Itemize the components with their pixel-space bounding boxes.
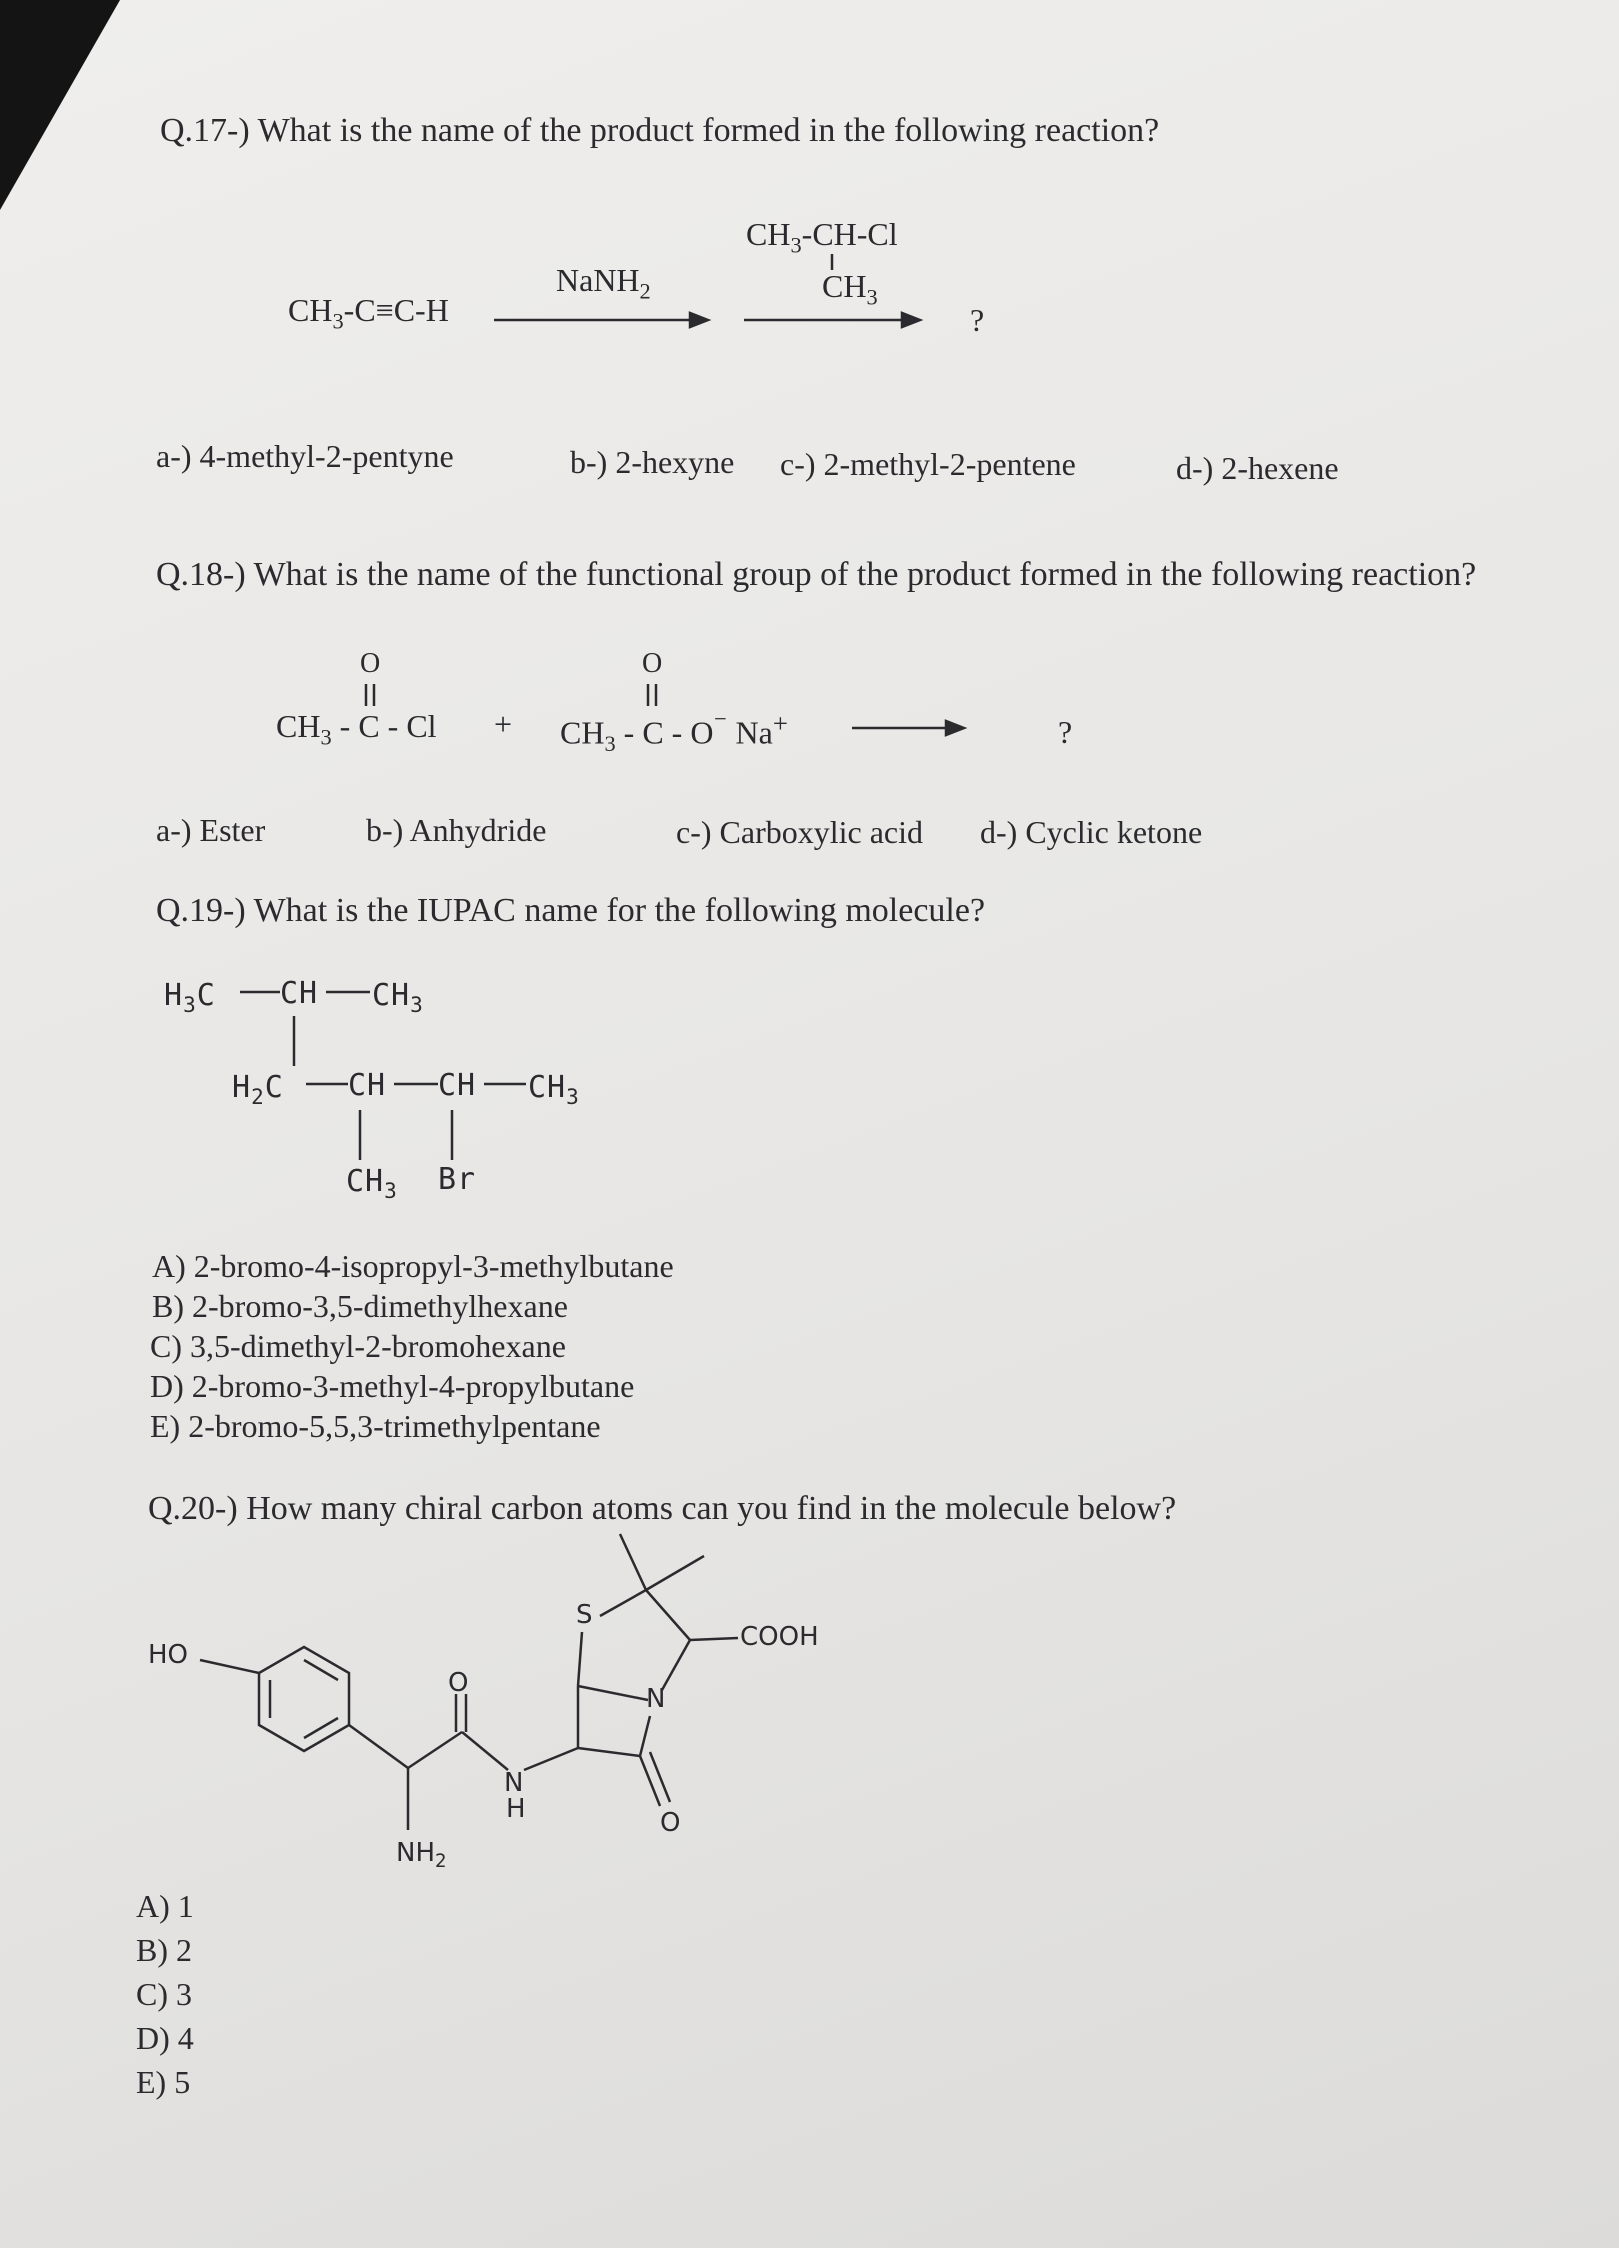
q19-option-e[interactable]: E) 2-bromo-5,5,3-trimethylpentane [150,1408,601,1444]
q20-label-n-ring: N [646,1684,666,1714]
q20-bond-nh-c [524,1748,578,1770]
q20-lactam-co-a [640,1756,660,1806]
q20-label-o-amide: O [448,1668,469,1698]
q20-question: Q.20-) How many chiral carbon atoms can you find in the molecule below? [148,1490,1177,1527]
q20-thia-cme2-c [646,1590,690,1640]
q18-option-d[interactable]: d-) Cyclic ketone [980,814,1203,850]
q19-ch-1: CH [348,1068,387,1103]
q18-option-b[interactable]: b-) Anhydride [366,812,547,848]
q20-label-s: S [576,1600,593,1630]
q17-reagent-alkyl-halide: $CH_3-CH-Cl$ [746,216,898,258]
q17-arrow-2-head [902,313,920,327]
q20-bond-ring-ch [349,1725,408,1768]
q17-reagent-nanh2: NaNH$_2$ [556,262,651,304]
q19-option-b[interactable]: B) 2-bromo-3,5-dimethylhexane [152,1288,568,1324]
q18-oxygen-2: O [642,648,663,679]
q17-reagent-methyl: $CH_3$ [822,268,878,310]
q20-bond-cooh [690,1638,738,1640]
q20-option-a[interactable]: A) 1 [136,1888,194,1924]
q19-ch3-branch: $CH_3$ [346,1164,398,1203]
q20-label-nh2: $NH_2$ [396,1838,447,1873]
q20-option-d[interactable]: D) 4 [136,2020,194,2056]
q20-thia-s-cme2 [600,1590,646,1616]
q19-ch-top: CH [280,976,319,1011]
q19-br: Br [438,1162,477,1197]
q20-label-o-lactam: O [660,1808,681,1838]
q19-h2c: $H_2C$ [232,1070,284,1109]
q17-product: ? [970,302,985,338]
q19-h3c-top: $H_3C$ [164,978,216,1017]
q20-lactam-bottom [578,1748,640,1756]
q18-plus: + [494,706,513,742]
q20-thia-s-c [578,1632,582,1686]
q19-ch3-top: $CH_3$ [372,978,424,1017]
q20-bond-ch-co [408,1732,462,1768]
q19-option-a[interactable]: A) 2-bromo-4-isopropyl-3-methylbutane [152,1248,674,1284]
q20-lactam-top [578,1686,648,1700]
q20-benzene-ring [259,1647,349,1751]
q19-question: Q.19-) What is the IUPAC name for the following molecule? [156,892,986,929]
q20-methyl-1 [620,1534,646,1590]
q18-arrow-head [946,721,964,735]
q20-lactam-co-b [650,1752,670,1802]
q18-option-c[interactable]: c-) Carboxylic acid [676,814,923,850]
q17-option-a[interactable]: a-) 4-methyl-2-pentyne [156,438,454,474]
q20-bond-ho [200,1660,259,1673]
q20-label-ho: HO [148,1640,189,1670]
q20-option-b[interactable]: B) 2 [136,1932,192,1968]
q17-option-b[interactable]: b-) 2-hexyne [570,444,735,480]
q17-reactant: $CH_3-C\equiv C-H$ [288,292,449,334]
q20-label-cooh: COOH [740,1622,819,1652]
q17-option-c[interactable]: c-) 2-methyl-2-pentene [780,446,1076,482]
q20-label-nh-n: N [504,1768,524,1798]
q20-thia-c-n [662,1640,690,1690]
q18-option-a[interactable]: a-) Ester [156,812,266,848]
q20-lactam-right [640,1716,650,1756]
q19-option-c[interactable]: C) 3,5-dimethyl-2-bromohexane [150,1328,566,1364]
q20-option-e[interactable]: E) 5 [136,2064,191,2100]
q19-option-d[interactable]: D) 2-bromo-3-methyl-4-propylbutane [150,1368,635,1404]
q18-reactant-acyl-chloride: $CH_3$ - C - Cl [276,708,437,750]
q20-methyl-2 [646,1556,704,1590]
q19-ch-2: CH [438,1068,477,1103]
q17-option-d[interactable]: d-) 2-hexene [1176,450,1339,486]
q17-question: Q.17-) What is the name of the product formed in the following reaction? [160,112,1160,149]
q20-bond-co-nh [462,1732,508,1770]
q18-product: ? [1058,714,1073,750]
q20-label-nh-h: H [506,1794,526,1824]
q19-ch3-end: $CH_3$ [528,1070,580,1109]
q18-oxygen-1: O [360,648,381,679]
q20-option-c[interactable]: C) 3 [136,1976,192,2012]
q17-arrow-1-head [690,313,708,327]
q18-reactant-carboxylate: $CH_3$ - C - O⁻ Na+ [560,708,788,757]
q18-question: Q.18-) What is the name of the functional group of the product formed in the following reaction? [156,556,1477,593]
